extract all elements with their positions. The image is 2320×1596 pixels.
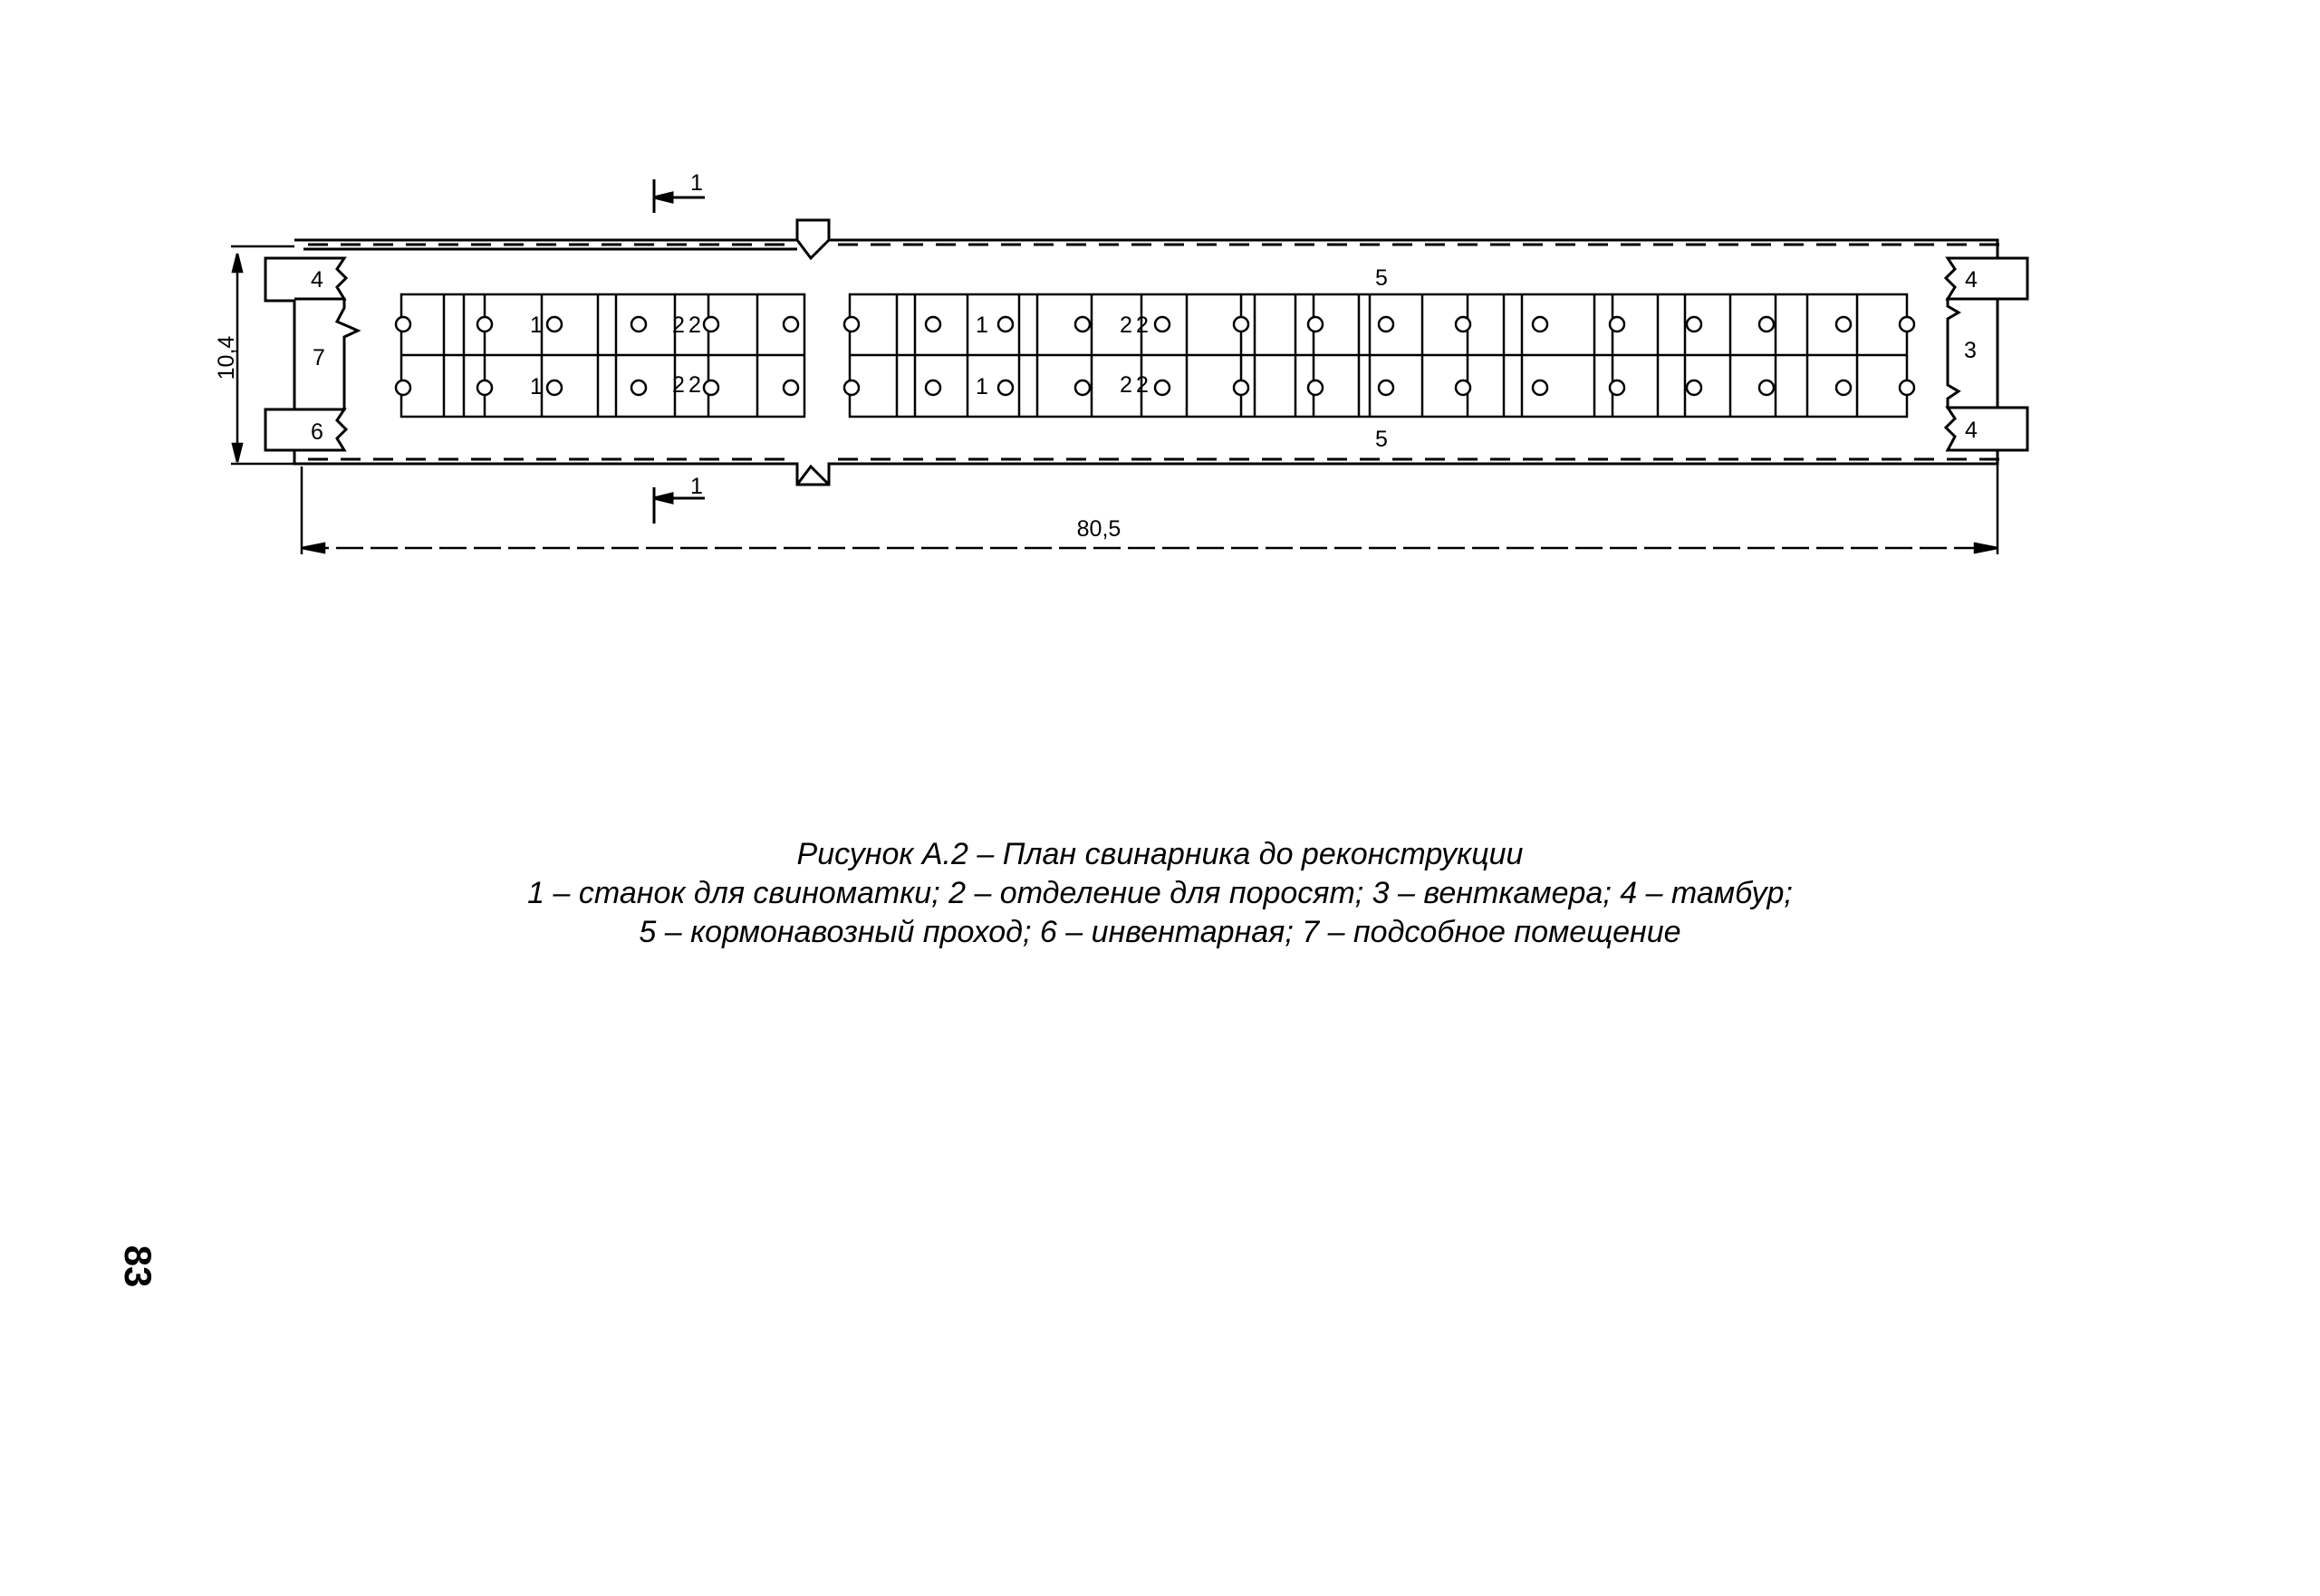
feeder-circle bbox=[1759, 317, 1774, 332]
end-rooms bbox=[294, 240, 1998, 485]
length-dimension-value: 80,5 bbox=[1076, 516, 1121, 542]
width-dimension-line bbox=[231, 246, 294, 464]
feeder-circle bbox=[1533, 317, 1547, 332]
label-piglet-section: 2 bbox=[688, 312, 701, 338]
feeder-circle bbox=[477, 380, 492, 395]
pen-block-right bbox=[850, 294, 1907, 417]
barn-walls bbox=[265, 220, 2027, 485]
pen-block-left bbox=[401, 294, 804, 417]
label-piglet-section: 2 bbox=[1120, 372, 1132, 398]
feeder-circle bbox=[1610, 317, 1624, 332]
feeder-circle bbox=[1836, 317, 1851, 332]
label-sow-pen: 1 bbox=[530, 312, 543, 338]
label-feed-aisle-bottom: 5 bbox=[1375, 427, 1388, 452]
feeder-circle bbox=[1379, 317, 1393, 332]
feeder-circle bbox=[926, 380, 940, 395]
width-dimension-value: 10,4 bbox=[214, 335, 239, 380]
feeder-circle bbox=[631, 317, 646, 332]
feeder-circle bbox=[784, 317, 798, 332]
feeder-circle bbox=[784, 380, 798, 395]
label-piglet-section: 2 bbox=[1136, 312, 1149, 338]
label-piglet-section: 2 bbox=[672, 372, 685, 398]
label-inventory-room: 6 bbox=[311, 419, 323, 445]
label-piglet-section: 2 bbox=[1136, 372, 1149, 398]
feeder-circle bbox=[1687, 317, 1701, 332]
feeder-circle bbox=[844, 380, 859, 395]
feeder-circle bbox=[704, 317, 718, 332]
feeder-circle bbox=[547, 380, 562, 395]
label-vent-chamber: 3 bbox=[1964, 338, 1977, 363]
feeder-circle bbox=[631, 380, 646, 395]
feeder-circle bbox=[396, 380, 410, 395]
label-utility-room: 7 bbox=[313, 345, 325, 370]
wall-windows bbox=[308, 245, 1999, 459]
feeder-circle bbox=[1155, 380, 1170, 395]
figure-caption-title: Рисунок А.2 – План свинарника до реконструкции bbox=[796, 837, 1524, 871]
feeder-circle bbox=[547, 317, 562, 332]
feeder-circle bbox=[1075, 380, 1090, 395]
feeder-circle bbox=[998, 317, 1013, 332]
feeder-circle bbox=[1234, 380, 1248, 395]
feeder-circle bbox=[1308, 380, 1323, 395]
feeder-circle bbox=[1155, 317, 1170, 332]
barn-floor-plan bbox=[0, 0, 2320, 634]
label-vestibule-top-right: 4 bbox=[1965, 267, 1978, 293]
feeder-circle bbox=[1456, 380, 1470, 395]
feeder-circle bbox=[1836, 380, 1851, 395]
label-piglet-section: 2 bbox=[688, 372, 701, 398]
feeder-circle bbox=[1379, 380, 1393, 395]
feeder-circle bbox=[926, 317, 940, 332]
feeder-circle bbox=[704, 380, 718, 395]
label-vestibule-bottom-right: 4 bbox=[1965, 418, 1978, 443]
feeder-circle bbox=[1900, 317, 1914, 332]
feeder-circle bbox=[1900, 380, 1914, 395]
feeder-circle bbox=[1456, 317, 1470, 332]
feeder-circle bbox=[1610, 380, 1624, 395]
label-sow-pen: 1 bbox=[976, 312, 988, 338]
section-number-top: 1 bbox=[690, 170, 703, 196]
feeder-circle bbox=[998, 380, 1013, 395]
label-sow-pen: 1 bbox=[976, 374, 988, 399]
feeder-circle bbox=[1533, 380, 1547, 395]
figure-legend-line-2: 5 – кормонавозный проход; 6 – инвентарная; 7 – подсобное помещение bbox=[639, 915, 1681, 949]
feeder-circle bbox=[1075, 317, 1090, 332]
feeder-circle bbox=[477, 317, 492, 332]
feeder-circle bbox=[1759, 380, 1774, 395]
label-vestibule-top-left: 4 bbox=[311, 267, 323, 293]
length-dimension-line bbox=[302, 464, 1998, 554]
section-number-bottom: 1 bbox=[690, 474, 703, 499]
feeder-circle bbox=[1234, 317, 1248, 332]
label-sow-pen: 1 bbox=[530, 374, 543, 399]
feeder-circle bbox=[1687, 380, 1701, 395]
feeder-circle bbox=[396, 317, 410, 332]
label-piglet-section: 2 bbox=[672, 312, 685, 338]
label-feed-aisle-top: 5 bbox=[1375, 265, 1388, 291]
feeder-circle bbox=[1308, 317, 1323, 332]
label-piglet-section: 2 bbox=[1120, 312, 1132, 338]
feeder-circle bbox=[844, 317, 859, 332]
page-number: 83 bbox=[117, 1245, 159, 1288]
figure-legend-line-1: 1 – станок для свиноматки; 2 – отделение для поросят; 3 – венткамера; 4 – тамбур; bbox=[527, 876, 1793, 910]
